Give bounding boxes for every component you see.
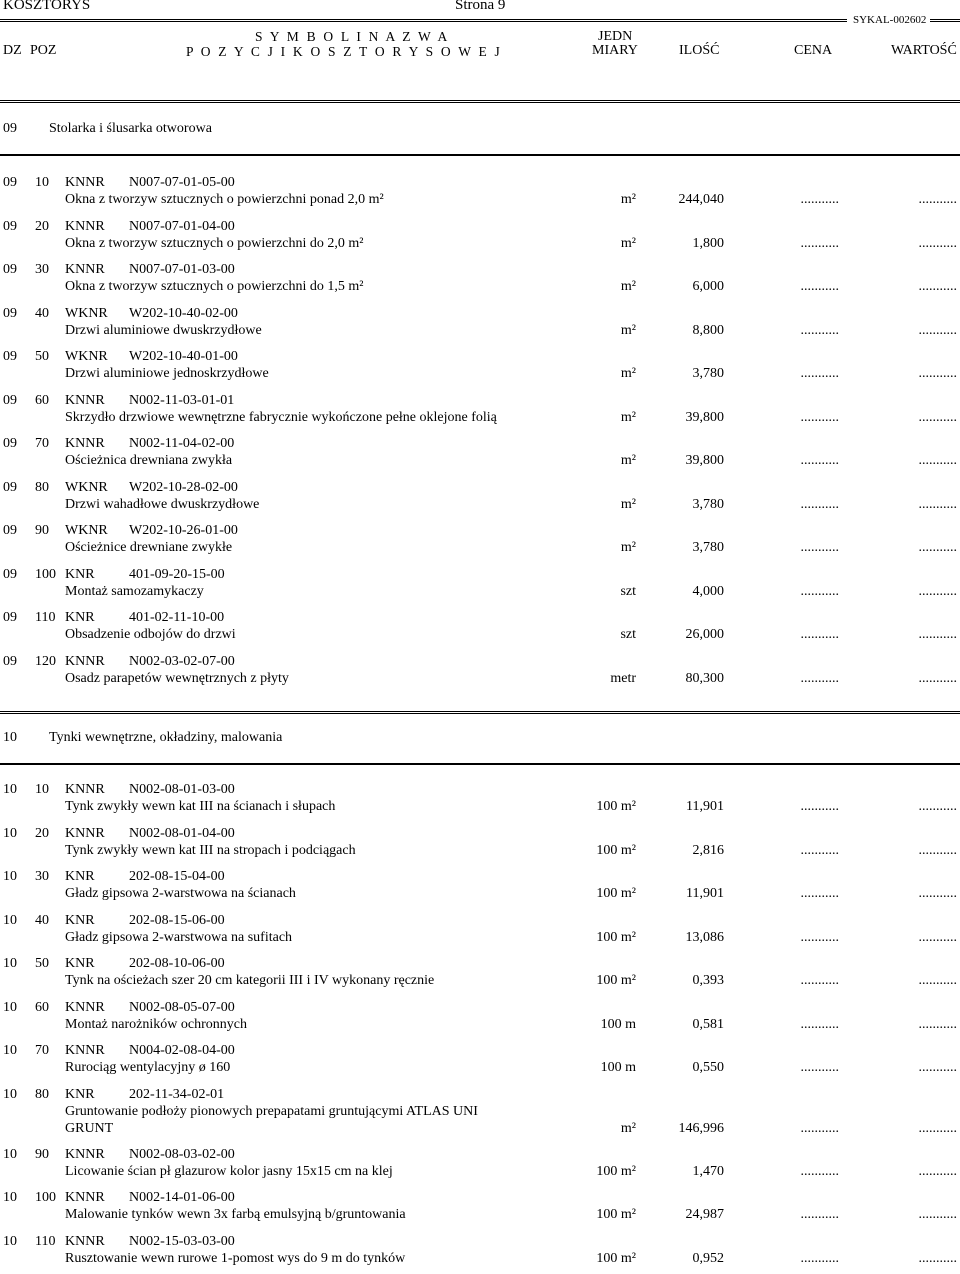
item-base: KNNR — [65, 392, 105, 408]
item-description: Skrzydło drzwiowe wewnętrzne fabrycznie wykończone pełne oklejone folią — [65, 409, 497, 425]
item-value: ........... — [918, 842, 957, 858]
item-dz: 10 — [3, 782, 17, 797]
item-price: ........... — [800, 279, 839, 294]
item-base: KNR — [65, 566, 95, 582]
item-unit: 100 m² — [596, 886, 636, 901]
item-description: Gruntowanie podłoży pionowych prepapatami gruntującymi ATLAS UNI — [65, 1103, 478, 1119]
item-quantity: 0,581 — [692, 1016, 724, 1032]
item-unit: 100 m² — [596, 1250, 636, 1266]
item-poz: 10 — [35, 782, 49, 797]
item-value: ........... — [918, 886, 957, 901]
cost-item-row — [0, 349, 960, 389]
item-price: ........... — [800, 799, 839, 814]
section-rule — [0, 763, 960, 765]
item-base: KNNR — [65, 782, 105, 797]
item-price: ........... — [800, 627, 839, 642]
item-unit: m² — [620, 322, 636, 338]
item-value: ........... — [918, 1060, 957, 1075]
item-code: N002-08-03-02-00 — [129, 1146, 235, 1162]
item-code: 202-08-15-04-00 — [129, 869, 225, 884]
item-poz: 60 — [35, 999, 49, 1015]
item-quantity: 13,086 — [685, 929, 724, 945]
section-number: 10 — [3, 730, 17, 745]
item-description: Licowanie ścian pł glazurow kolor jasny 15x15 cm na klej — [65, 1163, 393, 1179]
cost-item-row — [0, 306, 960, 346]
document-code: SYKAL-002602 — [853, 14, 927, 26]
item-quantity: 24,987 — [685, 1207, 724, 1222]
item-dz: 10 — [3, 956, 17, 971]
item-price: ........... — [800, 1163, 839, 1179]
item-quantity: 1,800 — [692, 235, 724, 251]
item-poz: 70 — [35, 436, 49, 451]
item-quantity: 146,996 — [678, 1120, 724, 1136]
item-code: 202-08-15-06-00 — [129, 912, 225, 928]
item-description: Drzwi aluminiowe jednoskrzydłowe — [65, 366, 269, 381]
item-value: ........... — [918, 366, 957, 381]
item-code: N007-07-01-03-00 — [129, 262, 235, 277]
item-quantity: 1,470 — [692, 1163, 724, 1179]
item-quantity: 2,816 — [692, 842, 724, 858]
item-description: Okna z tworzyw sztucznych o powierzchni do 1,5 m² — [65, 279, 364, 294]
item-poz: 100 — [35, 566, 56, 582]
cost-item-row — [0, 782, 960, 822]
item-price: ........... — [800, 540, 839, 555]
col-header-ilosc: ILOŚĆ — [679, 43, 720, 58]
item-unit: m² — [620, 409, 636, 425]
item-quantity: 6,000 — [692, 279, 724, 294]
item-dz: 09 — [3, 436, 17, 451]
item-quantity: 0,952 — [692, 1250, 724, 1266]
item-unit: 100 m² — [596, 799, 636, 814]
col-header-cena: CENA — [794, 43, 833, 58]
item-base: KNNR — [65, 653, 105, 669]
item-poz: 90 — [35, 523, 49, 538]
cost-item-row — [0, 262, 960, 302]
item-value: ........... — [918, 279, 957, 294]
item-description: Ościeżnica drewniana zwykła — [65, 453, 233, 468]
item-base: WKNR — [65, 479, 108, 495]
item-value: ........... — [918, 1250, 957, 1266]
col-header-poz: POZ — [30, 43, 57, 58]
cost-item-row — [0, 1234, 960, 1274]
item-unit: 100 m² — [596, 1163, 636, 1179]
item-price: ........... — [800, 583, 839, 599]
header-rule-left — [0, 19, 847, 22]
item-description-cont: GRUNT — [65, 1120, 114, 1136]
item-value: ........... — [918, 1120, 957, 1136]
item-price: ........... — [800, 1207, 839, 1222]
item-code: N002-03-02-07-00 — [129, 653, 235, 669]
cost-item-row — [0, 1147, 960, 1187]
cost-item-row — [0, 654, 960, 694]
col-header-position: P O Z Y C J I K O S Z T O R Y S O W E J — [186, 44, 502, 59]
cost-item-row — [0, 175, 960, 215]
item-value: ........... — [918, 583, 957, 599]
item-quantity: 3,780 — [692, 366, 724, 381]
item-poz: 50 — [35, 349, 49, 364]
item-dz: 10 — [3, 1043, 17, 1058]
col-header-jedn: JEDN — [598, 29, 633, 44]
item-price: ........... — [800, 973, 839, 988]
item-dz: 10 — [3, 1086, 17, 1102]
item-code: N007-07-01-04-00 — [129, 218, 235, 234]
cost-item-row — [0, 1000, 960, 1040]
item-value: ........... — [918, 1207, 957, 1222]
item-poz: 30 — [35, 869, 49, 884]
item-description: Gładz gipsowa 2-warstwowa na sufitach — [65, 929, 293, 945]
item-price: ........... — [800, 322, 839, 338]
item-unit: 100 m² — [596, 929, 636, 945]
cost-item-row — [0, 1086, 960, 1136]
item-description: Rurociąg wentylacyjny ø 160 — [65, 1060, 231, 1075]
item-price: ........... — [800, 1060, 839, 1075]
item-value: ........... — [918, 409, 957, 425]
item-description: Drzwi aluminiowe dwuskrzydłowe — [65, 322, 262, 338]
item-poz: 20 — [35, 218, 49, 234]
item-dz: 10 — [3, 869, 17, 884]
header-bottom-rule — [0, 100, 960, 103]
item-poz: 80 — [35, 1086, 49, 1102]
item-price: ........... — [800, 1016, 839, 1032]
item-poz: 100 — [35, 1190, 56, 1205]
item-dz: 09 — [3, 305, 17, 321]
item-base: KNNR — [65, 218, 105, 234]
item-base: KNNR — [65, 1146, 105, 1162]
item-code: 202-11-34-02-01 — [129, 1086, 225, 1102]
item-quantity: 3,780 — [692, 496, 724, 512]
item-description: Tynk na ościeżach szer 20 cm kategorii III i IV wykonany ręcznie — [65, 973, 435, 988]
item-price: ........... — [800, 409, 839, 425]
item-poz: 20 — [35, 825, 49, 841]
item-value: ........... — [918, 540, 957, 555]
item-base: KNNR — [65, 175, 105, 190]
item-description: Drzwi wahadłowe dwuskrzydłowe — [65, 496, 260, 512]
item-base: KNR — [65, 869, 95, 884]
item-base: KNNR — [65, 1043, 105, 1058]
item-dz: 10 — [3, 999, 17, 1015]
item-poz: 90 — [35, 1146, 49, 1162]
header-rule-right — [930, 19, 960, 22]
item-value: ........... — [918, 322, 957, 338]
item-value: ........... — [918, 799, 957, 814]
item-dz: 10 — [3, 1146, 17, 1162]
section-rule — [0, 154, 960, 156]
item-quantity: 4,000 — [692, 583, 724, 599]
item-code: N002-08-01-04-00 — [129, 825, 235, 841]
item-unit: m² — [620, 496, 636, 512]
item-unit: m² — [620, 192, 636, 207]
item-description: Montaż narożników ochronnych — [65, 1016, 247, 1032]
item-description: Obsadzenie odbojów do drzwi — [65, 627, 236, 642]
item-dz: 09 — [3, 349, 17, 364]
item-base: KNNR — [65, 1233, 105, 1249]
cost-item-row — [0, 826, 960, 866]
item-dz: 10 — [3, 1233, 17, 1249]
section-title: Tynki wewnętrzne, okładziny, malowania — [49, 730, 283, 745]
item-poz: 30 — [35, 262, 49, 277]
cost-item-row — [0, 956, 960, 996]
item-value: ........... — [918, 496, 957, 512]
cost-item-row — [0, 480, 960, 520]
item-price: ........... — [800, 453, 839, 468]
item-dz: 09 — [3, 175, 17, 190]
item-code: N002-11-03-01-01 — [129, 392, 235, 408]
item-unit: m² — [620, 540, 636, 555]
item-code: W202-10-40-01-00 — [129, 349, 238, 364]
item-value: ........... — [918, 1016, 957, 1032]
cost-item-row — [0, 1043, 960, 1083]
item-base: WKNR — [65, 349, 108, 364]
item-quantity: 8,800 — [692, 322, 724, 338]
item-value: ........... — [918, 235, 957, 251]
item-dz: 10 — [3, 912, 17, 928]
item-price: ........... — [800, 842, 839, 858]
col-header-symbol-name: S Y M B O L I N A Z W A — [255, 29, 450, 44]
item-poz: 40 — [35, 912, 49, 928]
item-dz: 10 — [3, 825, 17, 841]
item-unit: 100 m² — [596, 1207, 636, 1222]
col-header-wartosc: WARTOŚĆ — [891, 43, 957, 58]
item-code: 202-08-10-06-00 — [129, 956, 225, 971]
item-value: ........... — [918, 192, 957, 207]
item-value: ........... — [918, 627, 957, 642]
page-number: Strona 9 — [455, 0, 506, 13]
item-unit: szt — [620, 583, 636, 599]
item-dz: 09 — [3, 392, 17, 408]
item-price: ........... — [800, 929, 839, 945]
item-price: ........... — [800, 496, 839, 512]
item-description: Montaż samozamykaczy — [65, 583, 204, 599]
item-description: Ościeżnice drewniane zwykłe — [65, 540, 233, 555]
item-quantity: 26,000 — [685, 627, 724, 642]
item-poz: 120 — [35, 653, 56, 669]
item-poz: 50 — [35, 956, 49, 971]
item-price: ........... — [800, 886, 839, 901]
cost-item-row — [0, 393, 960, 433]
item-value: ........... — [918, 670, 957, 686]
item-poz: 60 — [35, 392, 49, 408]
item-unit: 100 m — [600, 1016, 636, 1032]
item-quantity: 11,901 — [686, 886, 724, 901]
item-poz: 10 — [35, 175, 49, 190]
col-header-miary: MIARY — [592, 43, 638, 58]
item-unit: m² — [620, 453, 636, 468]
item-base: KNNR — [65, 262, 105, 277]
item-quantity: 80,300 — [685, 670, 724, 686]
document-title: KOSZTORYS — [3, 0, 91, 13]
item-quantity: 0,550 — [692, 1060, 724, 1075]
item-base: WKNR — [65, 305, 108, 321]
item-code: W202-10-28-02-00 — [129, 479, 238, 495]
item-base: KNNR — [65, 436, 105, 451]
cost-item-row — [0, 610, 960, 650]
cost-item-row — [0, 869, 960, 909]
item-code: N004-02-08-04-00 — [129, 1043, 235, 1058]
item-poz: 40 — [35, 305, 49, 321]
item-unit: metr — [610, 670, 636, 686]
col-header-dz: DZ — [3, 43, 22, 58]
cost-item-row — [0, 219, 960, 259]
item-description: Okna z tworzyw sztucznych o powierzchni ponad 2,0 m² — [65, 192, 384, 207]
item-code: N002-15-03-03-00 — [129, 1233, 235, 1249]
item-price: ........... — [800, 366, 839, 381]
item-unit: 100 m² — [596, 973, 636, 988]
item-dz: 09 — [3, 566, 17, 582]
item-unit: m² — [620, 1120, 636, 1136]
item-dz: 09 — [3, 218, 17, 234]
item-unit: szt — [620, 627, 636, 642]
cost-item-row — [0, 523, 960, 563]
item-price: ........... — [800, 1120, 839, 1136]
cost-item-row — [0, 436, 960, 476]
item-price: ........... — [800, 235, 839, 251]
item-unit: m² — [620, 235, 636, 251]
item-base: WKNR — [65, 523, 108, 538]
item-description: Tynk zwykły wewn kat III na stropach i podciągach — [65, 842, 356, 858]
section-separator-rule — [0, 711, 960, 714]
item-code: W202-10-26-01-00 — [129, 523, 238, 538]
cost-item-row — [0, 1190, 960, 1230]
item-base: KNR — [65, 1086, 95, 1102]
item-description: Okna z tworzyw sztucznych o powierzchni do 2,0 m² — [65, 235, 364, 251]
item-quantity: 11,901 — [686, 799, 724, 814]
item-code: 401-09-20-15-00 — [129, 566, 225, 582]
cost-item-row — [0, 913, 960, 953]
item-value: ........... — [918, 929, 957, 945]
item-quantity: 244,040 — [678, 192, 724, 207]
item-description: Malowanie tynków wewn 3x farbą emulsyjną b/gruntowania — [65, 1207, 406, 1222]
item-code: N002-14-01-06-00 — [129, 1190, 235, 1205]
item-code: N002-11-04-02-00 — [129, 436, 235, 451]
item-unit: m² — [620, 366, 636, 381]
item-unit: 100 m — [600, 1060, 636, 1075]
item-code: N002-08-05-07-00 — [129, 999, 235, 1015]
item-quantity: 3,780 — [692, 540, 724, 555]
item-poz: 70 — [35, 1043, 49, 1058]
item-base: KNR — [65, 956, 95, 971]
item-base: KNNR — [65, 999, 105, 1015]
item-dz: 09 — [3, 523, 17, 538]
item-code: W202-10-40-02-00 — [129, 305, 238, 321]
item-description: Osadz parapetów wewnętrznych z płyty — [65, 670, 289, 686]
item-description: Gładz gipsowa 2-warstwowa na ścianach — [65, 886, 296, 901]
item-base: KNR — [65, 912, 95, 928]
item-poz: 110 — [35, 610, 56, 625]
cost-item-row — [0, 567, 960, 607]
item-description: Rusztowanie wewn rurowe 1-pomost wys do 9 m do tynków — [65, 1250, 406, 1266]
item-value: ........... — [918, 1163, 957, 1179]
item-code: 401-02-11-10-00 — [129, 610, 225, 625]
item-base: KNR — [65, 610, 95, 625]
item-poz: 110 — [35, 1233, 56, 1249]
item-dz: 09 — [3, 610, 17, 625]
item-base: KNNR — [65, 825, 105, 841]
item-dz: 10 — [3, 1190, 17, 1205]
item-quantity: 0,393 — [692, 973, 724, 988]
item-dz: 09 — [3, 653, 17, 669]
section-title: Stolarka i ślusarka otworowa — [49, 121, 212, 136]
item-quantity: 39,800 — [685, 453, 724, 468]
item-description: Tynk zwykły wewn kat III na ścianach i słupach — [65, 799, 336, 814]
item-unit: m² — [620, 279, 636, 294]
item-poz: 80 — [35, 479, 49, 495]
item-price: ........... — [800, 670, 839, 686]
item-value: ........... — [918, 453, 957, 468]
item-code: N007-07-01-05-00 — [129, 175, 235, 190]
item-dz: 09 — [3, 262, 17, 277]
item-code: N002-08-01-03-00 — [129, 782, 235, 797]
item-unit: 100 m² — [596, 842, 636, 858]
item-base: KNNR — [65, 1190, 105, 1205]
item-quantity: 39,800 — [685, 409, 724, 425]
item-price: ........... — [800, 1250, 839, 1266]
section-number: 09 — [3, 121, 17, 136]
item-price: ........... — [800, 192, 839, 207]
item-dz: 09 — [3, 479, 17, 495]
item-value: ........... — [918, 973, 957, 988]
